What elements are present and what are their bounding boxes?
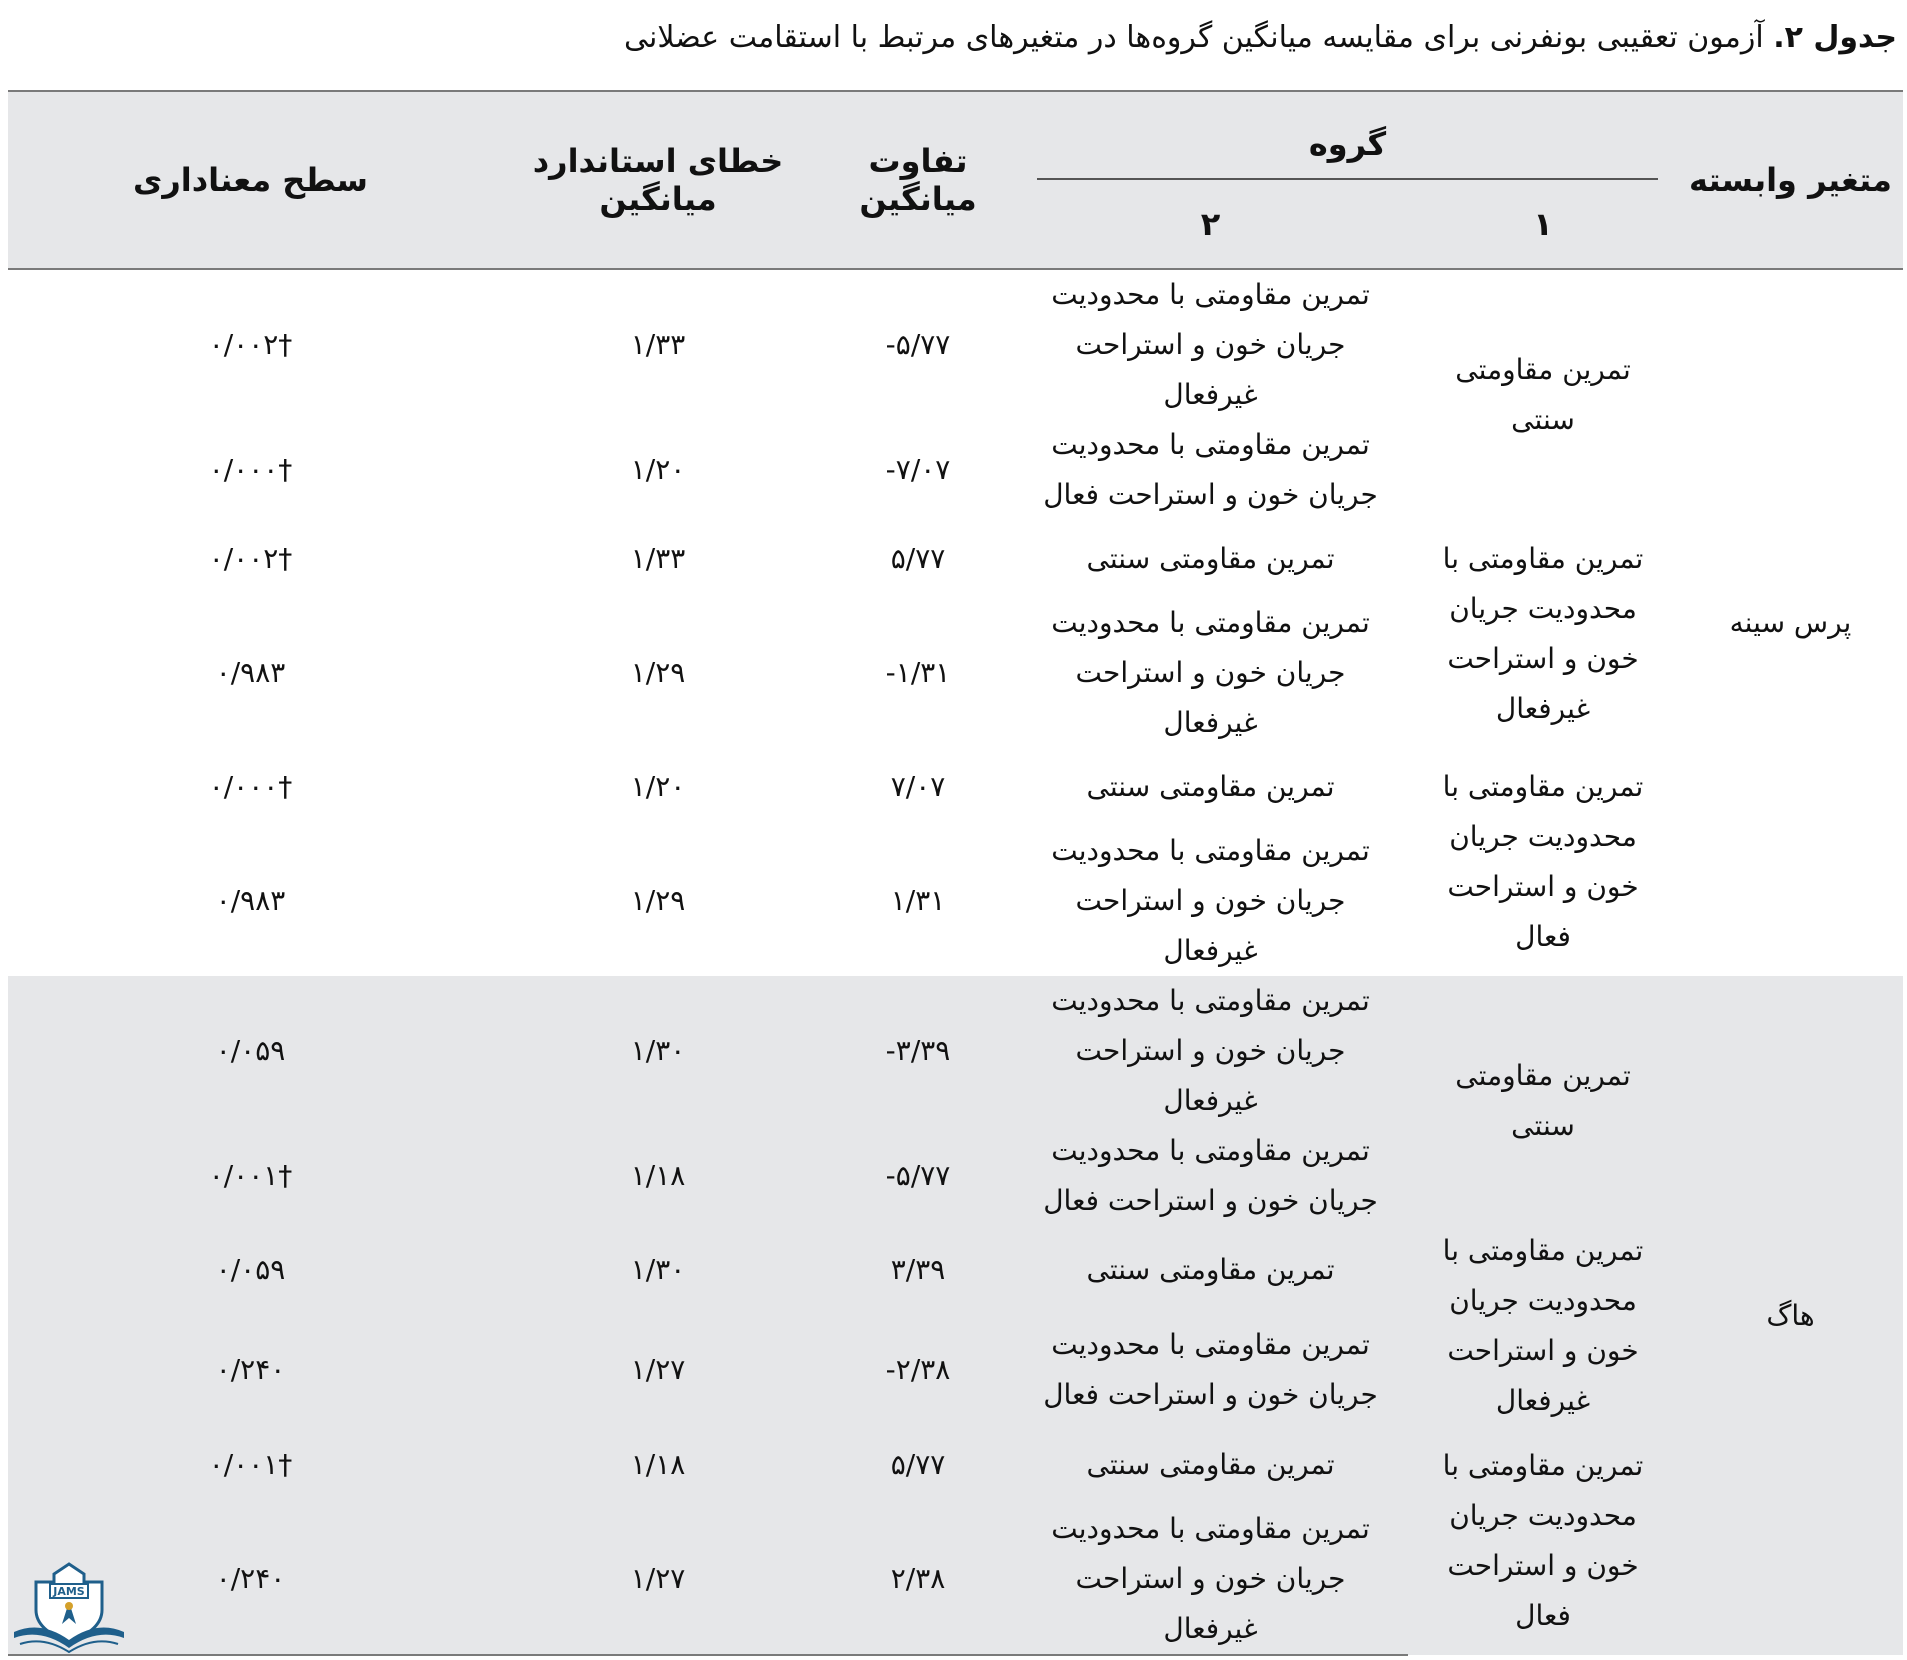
- mean-diff-value: ۷/۰۷: [890, 770, 946, 803]
- significance-value: ۰/۰۰۰†: [208, 770, 293, 803]
- group2-cell: [1013, 420, 1408, 520]
- std-error-cell: [493, 1314, 823, 1426]
- dependent-variable-cell: هاگ: [1678, 976, 1903, 1655]
- header-group: [1013, 91, 1678, 180]
- significance-cell: [8, 1126, 493, 1226]
- mean-diff-cell: [823, 976, 1013, 1126]
- caption-label: جدول ۲.: [1773, 20, 1897, 55]
- group2-label: تمرین مقاومتی سنتی: [1086, 1252, 1335, 1286]
- group2-cell: [1013, 976, 1408, 1126]
- group1-cell: [1408, 520, 1678, 748]
- group1-cell: [1408, 1426, 1678, 1655]
- group2-cell: [1013, 1314, 1408, 1426]
- group1-label: تمرین مقاومتی با محدودیت جریان خون و استراحت فعال: [1442, 770, 1644, 953]
- dependent-variable-cell: پرس سینه: [1678, 269, 1903, 976]
- significance-cell: [8, 826, 493, 976]
- group2-cell: [1013, 826, 1408, 976]
- std-error-value: ۱/۳۳: [630, 328, 686, 361]
- header-mean-diff: تفاوت میانگین: [823, 91, 1013, 269]
- std-error-value: ۱/۲۷: [630, 1352, 686, 1386]
- bonferroni-table: [8, 90, 1903, 1656]
- header-group-label: گروه: [1037, 120, 1658, 180]
- significance-value: ۰/۰۰۱†: [208, 1159, 293, 1192]
- group2-label: تمرین مقاومتی با محدودیت جریان خون و استراحت غیرفعال: [1051, 1512, 1370, 1645]
- caption-text: آزمون تعقیبی بونفرنی برای مقایسه میانگین گروه‌ها در متغیرهای مرتبط با استقامت عضلانی: [624, 20, 1764, 55]
- significance-cell: [8, 976, 493, 1126]
- group1-label: تمرین مقاومتی با محدودیت جریان خون و استراحت غیرفعال: [1442, 1234, 1644, 1417]
- std-error-value: ۱/۳۰: [630, 1252, 686, 1286]
- std-error-value: ۱/۱۸: [630, 1448, 686, 1481]
- mean-diff-cell: [823, 1314, 1013, 1426]
- group2-label: تمرین مقاومتی با محدودیت جریان خون و استراحت غیرفعال: [1051, 278, 1370, 411]
- group2-cell: [1013, 269, 1408, 420]
- group2-label: تمرین مقاومتی با محدودیت جریان خون و استراحت غیرفعال: [1051, 984, 1370, 1117]
- significance-value: ۰/۹۸۳: [215, 656, 286, 689]
- std-error-cell: [493, 598, 823, 748]
- group1-label: تمرین مقاومتی با محدودیت جریان خون و استراحت فعال: [1442, 1448, 1644, 1632]
- mean-diff-cell: [823, 520, 1013, 598]
- significance-cell: [8, 420, 493, 520]
- group2-label: تمرین مقاومتی با محدودیت جریان خون و استراحت فعال: [1043, 428, 1378, 511]
- significance-value: ۰/۹۸۳: [215, 884, 286, 917]
- table-row: [8, 976, 1903, 1126]
- significance-value: ۰/۰۵۹: [215, 1034, 286, 1067]
- group2-cell: [1013, 1504, 1408, 1655]
- group2-label: تمرین مقاومتی با محدودیت جریان خون و استراحت فعال: [1043, 1327, 1378, 1411]
- std-error-cell: [493, 748, 823, 826]
- group2-cell: [1013, 1126, 1408, 1226]
- mean-diff-cell: [823, 598, 1013, 748]
- significance-value: ۰/۰۰۲†: [208, 328, 293, 361]
- std-error-cell: [493, 520, 823, 598]
- mean-diff-value: ۲/۳۸: [890, 1562, 946, 1595]
- std-error-value: ۱/۳۳: [630, 542, 686, 575]
- std-error-value: ۱/۲۷: [630, 1562, 686, 1595]
- mean-diff-value: -۱/۳۱: [885, 656, 951, 689]
- group1-label: تمرین مقاومتی سنتی: [1455, 353, 1631, 436]
- header-dependent: متغیر وابسته: [1678, 91, 1903, 269]
- mean-diff-value: ۵/۷۷: [890, 1448, 946, 1481]
- group2-cell: [1013, 1226, 1408, 1314]
- group2-label: تمرین مقاومتی با محدودیت جریان خون و استراحت غیرفعال: [1051, 834, 1370, 967]
- group2-label: تمرین مقاومتی سنتی: [1086, 770, 1335, 803]
- group2-label: تمرین مقاومتی با محدودیت جریان خون و استراحت غیرفعال: [1051, 606, 1370, 739]
- std-error-value: ۱/۲۹: [630, 884, 686, 917]
- std-error-cell: [493, 976, 823, 1126]
- group1-cell: [1408, 1226, 1678, 1426]
- group1-cell: [1408, 748, 1678, 976]
- jams-logo-icon: [6, 1560, 132, 1656]
- table-caption: [17, 12, 1897, 64]
- table-header: [8, 91, 1903, 269]
- table-row: [8, 269, 1903, 420]
- std-error-value: ۱/۲۰: [630, 770, 686, 803]
- group2-cell: [1013, 520, 1408, 598]
- mean-diff-value: -۷/۰۷: [885, 453, 951, 486]
- mean-diff-cell: [823, 1426, 1013, 1504]
- group2-cell: [1013, 598, 1408, 748]
- group1-label: تمرین مقاومتی با محدودیت جریان خون و استراحت غیرفعال: [1442, 542, 1644, 725]
- header-group-2: ۲: [1013, 180, 1408, 269]
- significance-cell: [8, 269, 493, 420]
- table-row: [8, 748, 1903, 826]
- std-error-cell: [493, 826, 823, 976]
- mean-diff-cell: [823, 748, 1013, 826]
- group1-cell: [1408, 976, 1678, 1226]
- group2-label: تمرین مقاومتی سنتی: [1086, 1448, 1335, 1481]
- significance-value: ۰/۰۰۰†: [208, 453, 293, 486]
- significance-cell: [8, 1314, 493, 1426]
- mean-diff-cell: [823, 826, 1013, 976]
- std-error-value: ۱/۳۰: [630, 1034, 686, 1067]
- mean-diff-cell: [823, 1126, 1013, 1226]
- significance-cell: [8, 520, 493, 598]
- mean-diff-cell: [823, 420, 1013, 520]
- std-error-cell: [493, 1226, 823, 1314]
- group2-label: تمرین مقاومتی سنتی: [1086, 542, 1335, 575]
- mean-diff-value: ۵/۷۷: [890, 542, 946, 575]
- std-error-cell: [493, 1504, 823, 1655]
- std-error-value: ۱/۲۰: [630, 453, 686, 486]
- hack-block: [8, 976, 1903, 1655]
- header-std-error: خطای استاندارد میانگین: [493, 91, 823, 269]
- mean-diff-value: -۲/۳۸: [885, 1352, 951, 1386]
- group2-cell: [1013, 1426, 1408, 1504]
- mean-diff-value: -۳/۳۹: [885, 1034, 951, 1067]
- group1-label: تمرین مقاومتی سنتی: [1455, 1059, 1631, 1142]
- significance-cell: [8, 1426, 493, 1504]
- std-error-cell: [493, 1426, 823, 1504]
- std-error-cell: [493, 1126, 823, 1226]
- std-error-value: ۱/۱۸: [630, 1159, 686, 1192]
- group2-cell: [1013, 748, 1408, 826]
- mean-diff-value: ۳/۳۹: [890, 1252, 946, 1286]
- std-error-value: ۱/۲۹: [630, 656, 686, 689]
- header-group-1: ۱: [1408, 180, 1678, 269]
- significance-value: ۰/۰۰۲†: [208, 542, 293, 575]
- mean-diff-cell: [823, 269, 1013, 420]
- significance-cell: [8, 1226, 493, 1314]
- group1-cell: [1408, 269, 1678, 520]
- chest-press-block: [8, 269, 1903, 976]
- logo-text: JAMS: [53, 1585, 85, 1598]
- significance-value: ۰/۲۴۰: [215, 1352, 286, 1386]
- significance-value: ۰/۰۵۹: [215, 1252, 286, 1286]
- group2-label: تمرین مقاومتی با محدودیت جریان خون و استراحت فعال: [1043, 1134, 1378, 1217]
- significance-value: ۰/۲۴۰: [215, 1562, 286, 1595]
- mean-diff-cell: [823, 1504, 1013, 1655]
- mean-diff-value: -۵/۷۷: [885, 1159, 951, 1192]
- table-row: [8, 1226, 1903, 1314]
- header-significance: سطح معناداری: [8, 91, 493, 269]
- significance-cell: [8, 598, 493, 748]
- std-error-cell: [493, 269, 823, 420]
- table-row: [8, 1426, 1903, 1504]
- significance-value: ۰/۰۰۱†: [208, 1448, 293, 1481]
- std-error-cell: [493, 420, 823, 520]
- mean-diff-value: ۱/۳۱: [890, 884, 946, 917]
- mean-diff-cell: [823, 1226, 1013, 1314]
- significance-cell: [8, 748, 493, 826]
- table-row: [8, 520, 1903, 598]
- mean-diff-value: -۵/۷۷: [885, 328, 951, 361]
